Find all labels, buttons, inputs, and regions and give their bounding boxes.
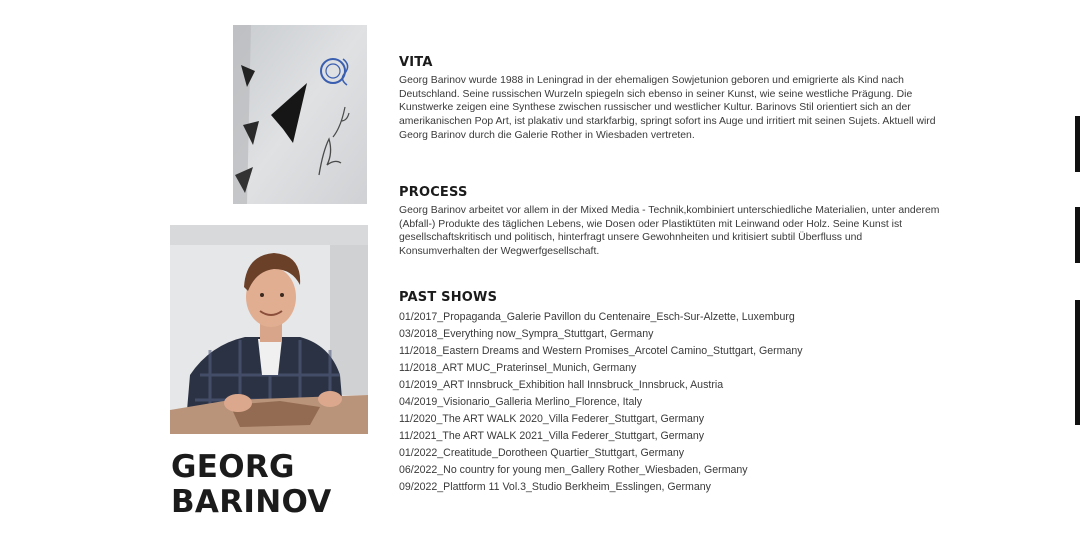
process-section [399,185,944,259]
vita-section [399,55,944,143]
artwork-signature-photo [233,25,367,204]
show-item: 11/2021_The ART WALK 2021_Villa Federer_Stuttgart, Germany [399,430,705,442]
process-heading: PROCESS [399,185,468,200]
side-nav-indicator-3[interactable] [1075,300,1080,425]
show-item: 11/2018_ART MUC_Praterinsel_Munich, Germany [399,362,637,374]
show-item: 11/2018_Eastern Dreams and Western Promises_Arcotel Camino_Stuttgart, Germany [399,345,803,357]
artist-first-name: GEORG [171,449,295,485]
side-nav-indicator-2[interactable] [1075,207,1080,263]
past-shows-list [399,309,944,496]
show-item: 09/2022_Plattform 11 Vol.3_Studio Berkheim_Esslingen, Germany [399,481,711,493]
show-item: 01/2022_Creatitude_Dorotheen Quartier_Stuttgart, Germany [399,447,685,459]
artist-portrait-photo [170,225,368,434]
artist-last-name: BARINOV [171,484,332,520]
show-item: 06/2022_No country for young men_Gallery Rother_Wiesbaden, Germany [399,464,748,476]
side-nav-indicator-1[interactable] [1075,116,1080,172]
vita-text: Georg Barinov wurde 1988 in Leningrad in der ehemaligen Sowjetunion geboren und emigrierte als Kind nach Deutschland. Seine russischen Wurzeln spiegeln sich ebenso in seiner Kunst, wie seine westliche Prägung. Die Kunstwerke zeigen eine Synthese zwischen russischer und westlicher Kultur. Barinovs Stil orientiert sich an der amerikanischen Pop Art, ist plakativ und starkfarbig, springt sofort ins Auge und irritiert mit seinen Sujets. Aktuell wird Georg Barinov durch die Galerie Rother in Wiesbaden vertreten. [399,75,936,141]
show-item: 11/2020_The ART WALK 2020_Villa Federer_Stuttgart, Germany [399,413,705,425]
artist-name-heading [171,450,391,520]
past-shows-section [399,290,944,496]
show-item: 01/2017_Propaganda_Galerie Pavillon du Centenaire_Esch-Sur-Alzette, Luxemburg [399,311,795,323]
show-item: 03/2018_Everything now_Sympra_Stuttgart, Germany [399,328,654,340]
past-shows-heading: PAST SHOWS [399,290,498,305]
show-item: 01/2019_ART Innsbruck_Exhibition hall Innsbruck_Innsbruck, Austria [399,379,724,391]
vita-heading: VITA [399,55,433,70]
process-text: Georg Barinov arbeitet vor allem in der Mixed Media - Technik,kombiniert unterschiedliche Materialien, unter anderem (Abfall-) Produkte des täglichen Lebens, wie Dosen oder Plastiktüten mit Leinwand oder Holz. Seine Kunst ist gesellschaftskritisch und politisch, hinterfragt unsere Gewohnheiten und kritisiert subtil Überfluss und Konsumverhalten der Wegwerfgesellschaft. [399,205,940,258]
show-item: 04/2019_Visionario_Galleria Merlino_Florence, Italy [399,396,643,408]
